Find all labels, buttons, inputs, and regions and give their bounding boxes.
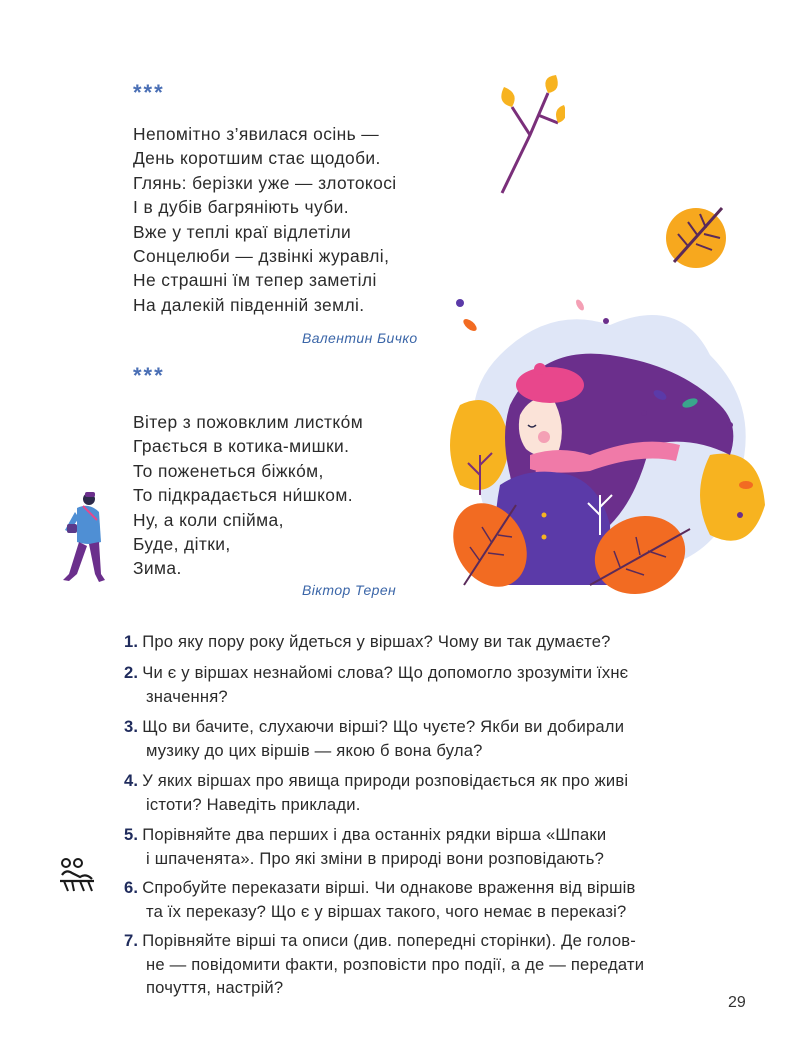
question-text: У яких віршах про явища природи розповідається як про живі <box>142 771 629 790</box>
poem-line: То підкрадається ни́шком. <box>133 485 353 506</box>
poem-line: Непомітно з’явилася осінь — <box>133 124 380 144</box>
question-number: 3. <box>124 717 139 736</box>
question-item <box>124 630 611 654</box>
question-item <box>124 823 606 870</box>
question-text: музику до цих віршів — якою б вона була? <box>146 740 483 760</box>
question-text: Порівняйте вірші та описи (див. попередні сторінки). Де голов- <box>142 931 636 950</box>
group-work-icon <box>58 855 98 895</box>
question-item <box>124 661 628 708</box>
poem-line: Глянь: берізки уже — злотокосі <box>133 172 397 193</box>
poem-line: На далекій південній землі. <box>133 294 365 315</box>
poem2-stars: *** <box>133 363 165 388</box>
question-number: 2. <box>124 663 139 682</box>
autumn-girl-illustration <box>440 285 770 600</box>
question-number: 4. <box>124 771 139 790</box>
page-number: 29 <box>728 994 746 1011</box>
question-text: Що ви бачите, слухаючи вірші? Що чуєте? Якби ви добирали <box>142 717 625 736</box>
question-text: не — повідомити факти, розповісти про події, а де — передати <box>146 954 645 974</box>
poem-line: День коротшим стає щодоби. <box>133 148 381 169</box>
poem1-author: Валентин Бичко <box>302 330 418 346</box>
question-text: та їх переказу? Що є у віршах такого, чого немає в переказі? <box>146 901 627 921</box>
poem-line: Сонцелюби — дзвінкі журавлі, <box>133 246 390 267</box>
poem-line: Не страшні їм тепер заметілі <box>133 270 377 291</box>
poem-line: Зима. <box>133 558 182 579</box>
question-item <box>124 929 644 1000</box>
poem2-author: Віктор Терен <box>302 582 397 598</box>
walking-person-illustration <box>55 490 110 590</box>
question-item <box>124 876 636 923</box>
round-leaf-illustration <box>660 198 740 278</box>
question-text: Чи є у віршах незнайомі слова? Що допомогло зрозуміти їхнє <box>142 663 629 682</box>
question-number: 6. <box>124 878 139 897</box>
question-number: 1. <box>124 632 139 651</box>
poem-line: І в дубів багряніють чуби. <box>133 197 349 218</box>
poem-line: Ну, а коли спійма, <box>133 509 284 530</box>
question-number: 5. <box>124 825 139 844</box>
poem-line: Вітер з пожовклим листко́м <box>133 412 364 432</box>
question-text: і шпаченята». Про які зміни в природі вони розповідають? <box>146 848 604 868</box>
question-text: Про яку пору року йдеться у віршах? Чому ви так думаєте? <box>142 632 611 651</box>
poem-line: То поженеться біжко́м, <box>133 460 324 481</box>
poem1-text <box>133 122 397 317</box>
question-text: почуття, настрій? <box>146 978 284 997</box>
poem-line: Грається в котика-мишки. <box>133 436 350 457</box>
question-number: 7. <box>124 931 139 950</box>
poem-line: Вже у теплі краї відлетіли <box>133 221 352 242</box>
question-text: Спробуйте переказати вірші. Чи однакове враження від віршів <box>142 878 636 897</box>
branch-leaves-illustration <box>490 75 565 195</box>
poem-line: Буде, дітки, <box>133 534 231 555</box>
question-text: значення? <box>146 686 228 706</box>
question-item <box>124 715 624 762</box>
question-item <box>124 769 628 816</box>
poem2-text <box>133 410 363 581</box>
question-text: істоти? Наведіть приклади. <box>146 794 361 814</box>
poem1-stars: *** <box>133 80 165 105</box>
question-text: Порівняйте два перших і два останніх рядки вірша «Шпаки <box>142 825 607 844</box>
